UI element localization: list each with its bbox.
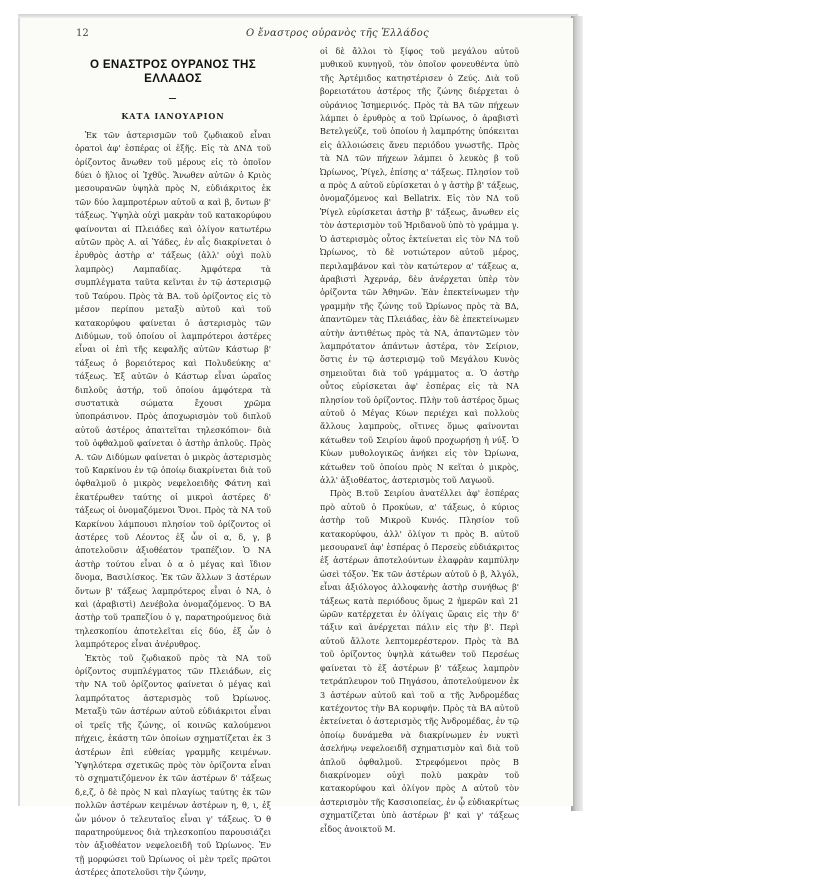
paragraph: οἱ δὲ ἄλλοι τὸ ξίφος τοῦ μεγάλου αὐτοῦ μυθικοῦ κυνηγοῦ, τὸν ὁποῖον φονευθέντα ὑπὸ τῆς Ἀρτέμιδος κατηστέρισεν ὁ Ζεύς. Διὰ τοῦ βορειοτάτου ἀστέρος τῆς ζώνης διέρχεται ὁ οὐράνιος Ἰσημερινός. Πρὸς τὰ ΒΑ τῶν πήχεων λάμπει ὁ ἐρυθρὸς α τοῦ Ὠρίωνος, ὁ ἀραβιστὶ Βετελγεύζε, τοῦ ὁποίου ἡ λαμπρότης ὑπόκειται εἰς ἀλλοιώσεις ἄνευ περιόδου γνωστῆς. Πρὸς τὰ ΝΔ τῶν πήχεων λάμπει ὁ λευκὸς β τοῦ Ὠρίωνος, Ῥίγελ, ἐπίσης α' τάξεως. Πλησίον τοῦ α πρὸς Δ αὐτοῦ εὑρίσκεται ὁ γ ἀστὴρ β' τάξεως, ὀνομαζόμενος καὶ Bellatrix. Εἰς τὸν ΝΔ τοῦ Ῥίγελ εὑρίσκεται ἀστὴρ β' τάξεως, ἄνωθεν εἰς τὸν ἀστερισμὸν τοῦ Ἠριδανοῦ ὑπὸ τὸ γράμμα γ. Ὁ ἀστερισμὸς οὗτος ἐκτείνεται εἰς τὸν ΝΔ τοῦ Ὠρίωνος, τὸ δὲ νοτιώτερον αὐτοῦ μέρος, περιλαμβάνον καὶ τὸν κατώτερον α' τάξεως α, ἀραβιστὶ Ἀχερνάρ, δὲν ἀνέρχεται ὑπὲρ τὸν ὁρίζοντα τῶν Ἀθηνῶν. Ἐὰν ἐπεκτείνωμεν τὴν γραμμὴν τῆς ζώνης τοῦ Ὠρίωνος πρὸς τὰ ΒΔ, ἀπαντῶμεν τὰς Πλειάδας, ἐὰν δὲ ἐπεκτείνωμεν αὐτὴν ἀντιθέτως πρὸς τὰ ΝΑ, ἀπαντῶμεν τὸν λαμπρότατον ἁπάντων ἀστέρα, τὸν Σείριον, ὅστις ἐν τῷ ἀστερισμῷ τοῦ Μεγάλου Κυνὸς σημειοῦται διὰ τοῦ γράμματος α. Ὁ ἀστὴρ οὗτος εὑρίσκεται ἀφ' ἑσπέρας εἰς τὰ ΝΑ πλησίον τοῦ ὁρίζοντος. Πλὴν τοῦ ἀστέρος ὅμως αὐτοῦ ὁ Μέγας Κύων περιέχει καὶ πολλοὺς ἄλλους λαμπροὺς, οἵτινες ὅμως φαίνονται κάτωθεν τοῦ Σειρίου ἀφοῦ προχωρήσῃ ἡ νύξ. Ὁ Κύων μυθολογικῶς ἀνήκει εἰς τὸν Ὠρίωνα, κάτωθεν τοῦ ὁποίου πρὸς Ν κεῖται ὁ μικρὸς, ἀλλ' ἀξιοθέατος, ἀστερισμὸς τοῦ Λαγωοῦ. [320, 46, 519, 485]
article-subtitle: ΚΑΤΑ ΙΑΝΟΥΑΡΙΟΝ [121, 111, 225, 122]
paragraph: Ἐκ τῶν ἀστερισμῶν τοῦ ζῳδιακοῦ εἶναι ὁρατοὶ ἀφ' ἑσπέρας οἱ ἑξῆς. Εἰς τὰ ΔΝΔ τοῦ ὁρίζοντος ἄνωθεν τοῦ μέρους εἰς τὸ ὁποῖον δύει ὁ ἥλιος οἱ Ἰχθῦς. Ἄνωθεν αὐτῶν ὁ Κριὸς μεσουρανῶν ὑψηλὰ πρὸς Ν, εὐδιάκριτος ἐκ τῶν δύο λαμπροτέρων αὐτοῦ α καὶ β, ὄντων β' τάξεως. Ὑψηλὰ οὐχὶ μακρὰν τοῦ κατακορύφου φαίνονται αἱ Πλειάδες καὶ ὀλίγον κατωτέρω αὐτῶν πρὸς Α. αἱ Ὑάδες, ἐν αἷς διακρίνεται ὁ ἐρυθρὸς ἀστὴρ α' τάξεως (ἀλλ' οὐχὶ πολὺ λαμπρὸς) Λαμπαδίας. Ἀμφότερα τὰ συμπλέγματα ταῦτα κεῖνται ἐν τῷ ἀστερισμῷ τοῦ Ταύρου. Πρὸς τὰ ΒΑ. τοῦ ὁρίζοντος εἰς τὸ μέσον περίπου μεταξὺ αὐτοῦ καὶ τοῦ κατακορύφου φαίνεται ὁ ἀστερισμὸς τῶν Διδύμων, τοῦ ὁποίου οἱ λαμπρότεροι ἀστέρες εἶναι οἱ ἐπὶ τῆς κεφαλῆς αὐτῶν Κάστωρ β' τάξεως ὁ βορειότερος καὶ Πολυδεύκης α' τάξεως. Ἐξ αὐτῶν ὁ Κάστωρ εἶναι ὡραῖος διπλοῦς ἀστήρ, τοῦ ὁποίου ἀμφότερα τὰ συστατικὰ σώματα ἔχουσι χρῶμα ὑποπράσινον. Πρὸς ἀποχωρισμὸν τοῦ διπλοῦ αὐτοῦ ἀστέρος ἀπαιτεῖται τηλεσκόπιον· διὰ τοῦ ὀφθαλμοῦ φαίνεται ὁ ἀστὴρ ἁπλοῦς. Πρὸς Α. τῶν Διδύμων φαίνεται ὁ μικρὸς ἀστερισμὸς τοῦ Καρκίνου ἐν τῷ ὁποίῳ διακρίνεται διὰ τοῦ ὀφθαλμοῦ ὁ μικρὸς νεφελοειδὴς Φάτνη καὶ ἑκατέρωθεν ταύτης οἱ μικροὶ ἀστέρες δ' τάξεως οἱ ὀνομαζόμενοι Ὄνοι. Πρὸς τὰ ΝΑ τοῦ Καρκίνου λάμπουσι πλησίον τοῦ ὁρίζοντος οἱ ἀστέρες τοῦ Λέοντος ἐξ ὧν οἱ α, δ, γ, β ἀποτελοῦσιν ἀξιοθέατον τραπέζιον. Ὁ ΝΑ ἀστὴρ τούτου εἶναι ὁ α ὁ μέγας καὶ ἴδιον ὄνομα, Βασιλίσκος. Ἐκ τῶν ἄλλων 3 ἀστέρων ὄντων β' τάξεως λαμπρότερος εἶναι ὁ ΝΑ, ὁ καὶ (ἀραβιστὶ) Δενέβολα ὀνομαζόμενος. Ὁ ΒΑ ἀστὴρ τοῦ τραπεζίου ὁ γ, παρατηρούμενος διὰ τηλεσκοπίου ἀποτελεῖται εἰς δύο, ἐξ ὧν ὁ λαμπρότερος εἶναι ἀνέρυθρος. [75, 129, 271, 650]
running-title: Ο ἔναστρος οὐρανὸς τῆς Ἑλλάδος [246, 28, 430, 39]
running-head [76, 28, 571, 44]
left-column [75, 58, 271, 878]
article-title: Ο ΕΝΑΣΤΡΟΣ ΟΥΡΑΝΟΣ ΤΗΣ ΕΛΛΑΔΟΣ [90, 58, 256, 85]
scanned-page [18, 18, 573, 878]
page-number: 12 [76, 28, 89, 39]
paragraph: Ἐκτὸς τοῦ ζῳδιακοῦ πρὸς τὰ ΝΑ τοῦ ὁρίζοντος συμπλέγματος τῶν Πλειάδων, εἰς τὴν ΝΑ τοῦ ὁρίζοντος φαίνεται ὁ μέγας καὶ λαμπρότατος ἀστερισμὸς τοῦ Ὠρίωνος. Μεταξὺ τῶν ἀστέρων αὐτοῦ εὐδιάκριτοι εἶναι οἱ τρεῖς τῆς ζώνης, οἱ κοινῶς καλούμενοι πήχεις, ἑκάστη τῶν ὁποίων σχηματίζεται ἐκ 3 ἀστέρων ἐπὶ εὐθείας γραμμῆς κειμένων. Ὑψηλότερα σχετικῶς πρὸς τὸν ὁρίζοντα εἶναι τὸ σχηματιζόμενον ἐκ τῶν ἀστέρων δ' τάξεως δ,ε,ζ, ὁ δὲ πρὸς Ν καὶ πλαγίως ταύτης ἐκ τῶν πολλῶν ἀστέρων κειμένων ἀστέρων η, θ, ι, ἐξ ὧν μόνον ὁ τελευταῖος εἶναι γ' τάξεως. Ὁ θ παρατηρούμενος διὰ τηλεσκοπίου παρουσιάζει τὸν ἀξιοθέατον νεφελοειδῆ τοῦ Ὠρίωνος. Ἐν τῇ μορφώσει τοῦ Ὠρίωνος οἱ μὲν τρεῖς πρῶτοι ἀστέρες ἀποτελοῦσι τὴν ζώνην, [75, 652, 271, 878]
paragraph: Πρὸς Β.τοῦ Σειρίου ἀνατέλλει ἀφ' ἑσπέρας πρὸ αὐτοῦ ὁ Προκύων, α' τάξεως, ὁ κύριος ἀστὴρ τοῦ Μικροῦ Κυνός. Πλησίον τοῦ κατακορύφου, ἀλλ' ὀλίγον τι πρὸς Β. αὐτοῦ μεσουρανεῖ ἀφ' ἑσπέρας ὁ Περσεὺς εὐδιάκριτος ἐξ ἀστέρων ἀποτελούντων ἐλαφρὰν καμπύλην ὡσεὶ τόξον. Ἐκ τῶν ἀστέρων αὐτοῦ ὁ β, Ἀλγόλ, εἶναι ἀξιόλογος ἀλλοφανὴς ἀστὴρ συνήθως β' τάξεως κατὰ περιόδους ὅμως 2 ἡμερῶν καὶ 21 ὡρῶν κατέρχεται ἐν ὀλίγαις ὥραις εἰς τὴν δ' τάξιν καὶ ἀνέρχεται πάλιν εἰς τὴν β'. Περὶ αὐτοῦ ἄλλοτε λεπτομερέστερον. Πρὸς τὰ ΒΔ τοῦ ὁρίζοντος ὑψηλὰ κάτωθεν τοῦ Περσέως φαίνεται τὸ ἐξ ἀστέρων β' τάξεως λαμπρὸν τετράπλευρον τοῦ Πηγάσου, ἀποτελούμενον ἐκ 3 ἀστέρων αὐτοῦ καὶ τοῦ α τῆς Ἀνδρομέδας κατέχοντος τὴν ΒΑ κορυφήν. Πρὸς τὰ ΒΑ αὐτοῦ ἐκτείνεται ὁ ἀστερισμὸς τῆς Ἀνδρομέδας, ἐν τῷ ὁποίῳ δυνάμεθα νὰ διακρίνωμεν ἐν νυκτὶ ἀσελήνῳ νεφελοειδῆ σχηματισμὸν καὶ διὰ τοῦ ἁπλοῦ ὀφθαλμοῦ. Στρεφόμενοι πρὸς Β διακρίνομεν οὐχὶ πολὺ μακρὰν τοῦ κατακορύφου καὶ ὀλίγον πρὸς Δ αὐτοῦ τὸν ἀστερισμὸν τῆς Κασσιοπείας, ἐν ᾧ εὐδιακρίτως σχηματίζεται ὑπὸ ἀστέρων β' καὶ γ' τάξεως εἶδος ἀνοικτοῦ Μ. [320, 488, 519, 834]
right-column [320, 45, 519, 834]
title-dash: — [168, 93, 178, 103]
